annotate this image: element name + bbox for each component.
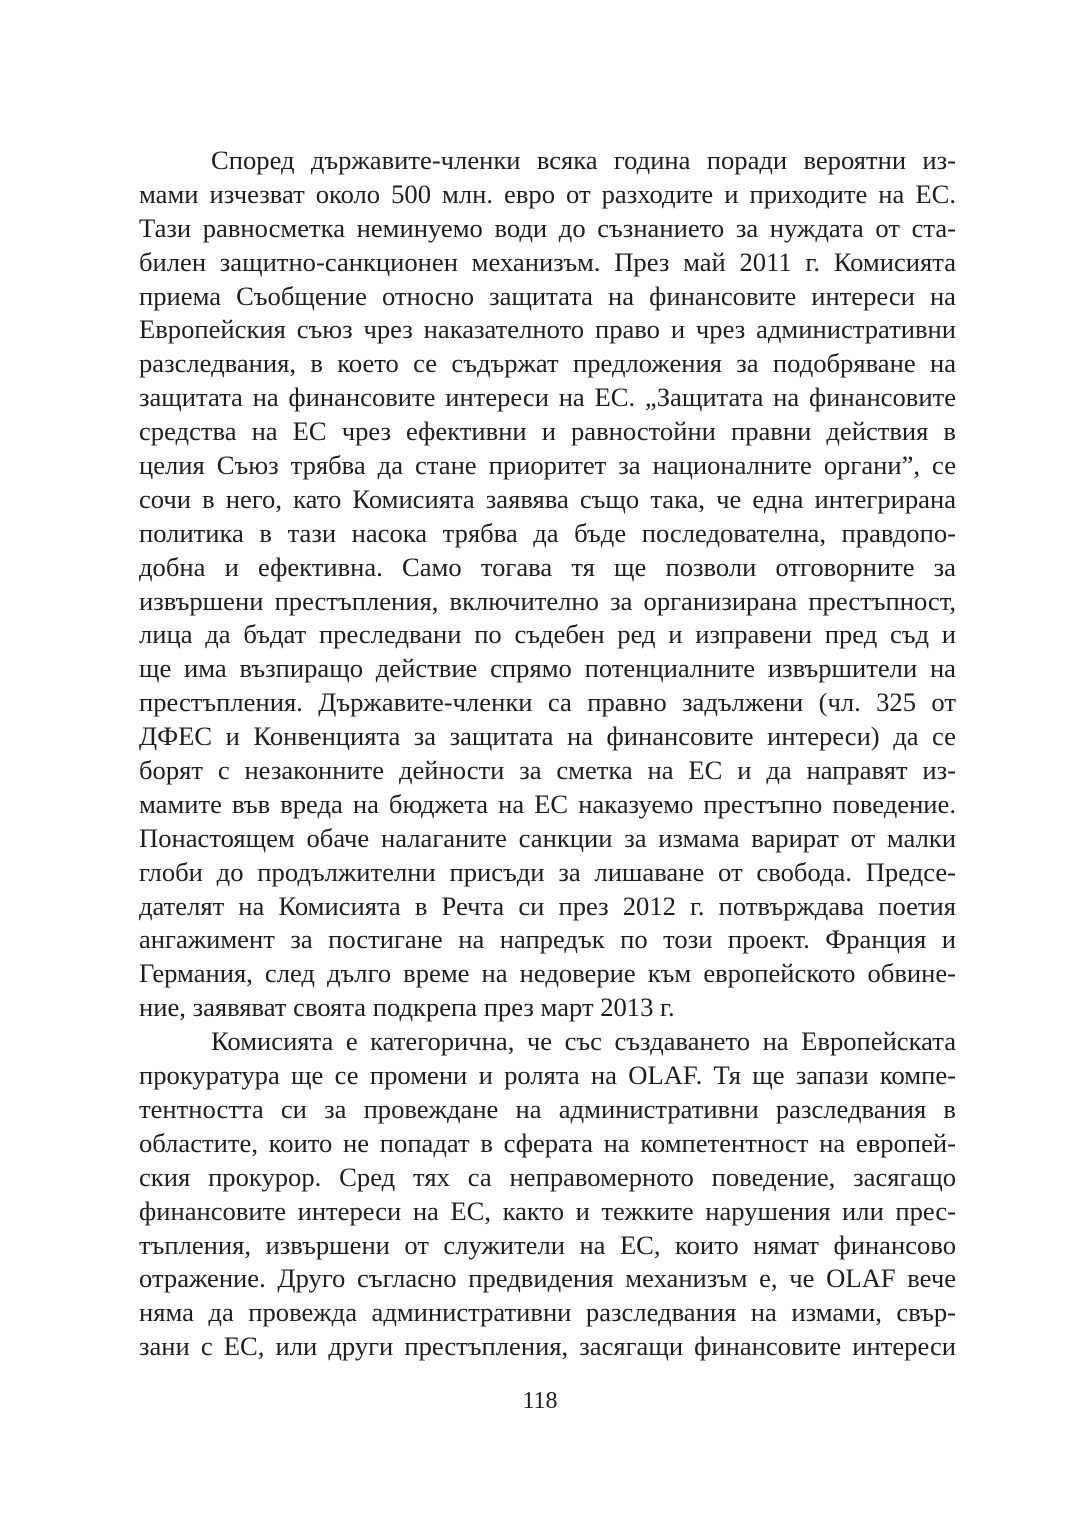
text-line: защитата на финансовите интереси на ЕС. „Защитата на финансовите xyxy=(139,382,956,413)
text-line: глоби до продължителни присъди за лишаване от свобода. Предсе- xyxy=(139,856,956,887)
text-line: средства на ЕС чрез ефективни и равностойни правни действия в xyxy=(139,416,956,447)
text-line: сочи в него, като Комисията заявява също така, че една интегрирана xyxy=(139,483,956,514)
text-line: Германия, след дълго време на недоверие към европейското обвине- xyxy=(139,958,956,989)
text-line: областите, които не попадат в сферата на компетентност на европей- xyxy=(139,1127,956,1158)
text-line: мамите във вреда на бюджета на ЕС наказуемо престъпно поведение. xyxy=(139,788,956,819)
text-line: ДФЕС и Конвенцията за защитата на финансовите интереси) да се xyxy=(139,721,956,752)
text-line: финансовите интереси на ЕС, както и тежките нарушения или прес- xyxy=(139,1195,956,1226)
text-line: приема Съобщение относно защитата на финансовите интереси на xyxy=(139,280,956,311)
text-line: ангажимент за постигане на напредък по този проект. Франция и xyxy=(139,924,956,955)
paragraph-1 xyxy=(139,144,956,1025)
text-line: тентността си за провеждане на административни разследвания в xyxy=(139,1093,956,1124)
paragraph-2 xyxy=(139,1025,956,1364)
text-line: дателят на Комисията в Речта си през 2012 г. потвърждава поетия xyxy=(139,890,956,921)
text-line: лица да бъдат преследвани по съдебен ред и изправени пред съд и xyxy=(139,619,956,650)
text-line: Комисията е категорична, че със създаването на Европейската xyxy=(211,1026,956,1057)
text-line: целия Съюз трябва да стане приоритет за националните органи”, се xyxy=(139,450,956,481)
text-line: добна и ефективна. Само тогава тя ще позволи отговорните за xyxy=(139,551,956,582)
body-text xyxy=(139,144,956,1364)
text-line: Европейския съюз чрез наказателното право и чрез административни xyxy=(139,314,956,345)
text-line: няма да провежда административни разследвания на измами, свър- xyxy=(139,1297,956,1328)
page-number: 118 xyxy=(522,1388,558,1414)
text-line: тъпления, извършени от служители на ЕС, които нямат финансово xyxy=(139,1229,956,1260)
text-line: Тази равносметка неминуемо води до съзнанието за нуждата от ста- xyxy=(139,212,956,243)
text-line: Според държавите-членки всяка година поради вероятни из- xyxy=(211,145,956,175)
text-line: Понастоящем обаче налаганите санкции за измама варират от малки xyxy=(139,822,956,853)
text-line: мами изчезват около 500 млн. евро от разходите и приходите на ЕС. xyxy=(139,178,956,209)
text-line: отражение. Друго съгласно предвидения механизъм е, че OLAF вече xyxy=(139,1263,956,1294)
text-line: политика в тази насока трябва да бъде последователна, правдопо- xyxy=(139,517,956,548)
text-line: прокуратура ще се промени и ролята на OLAF. Тя ще запази компе- xyxy=(139,1060,956,1091)
text-line: ския прокурор. Сред тях са неправомерното поведение, засягащо xyxy=(139,1161,956,1192)
text-line: престъпления. Държавите-членки са правно задължени (чл. 325 от xyxy=(139,687,956,718)
text-line: зани с ЕС, или други престъпления, засягащи финансовите интереси xyxy=(139,1331,956,1362)
text-line: борят с незаконните дейности за сметка на ЕС и да направят из- xyxy=(139,755,956,786)
text-line: ние, заявяват своята подкрепа през март 2013 г. xyxy=(139,992,675,1023)
text-line: билен защитно-санкционен механизъм. През май 2011 г. Комисията xyxy=(139,246,956,277)
text-line: ще има възпиращо действие спрямо потенциалните извършители на xyxy=(139,653,956,684)
text-line: разследвания, в което се съдържат предложения за подобряване на xyxy=(139,348,956,379)
text-line: извършени престъпления, включително за организирана престъпност, xyxy=(139,585,956,616)
